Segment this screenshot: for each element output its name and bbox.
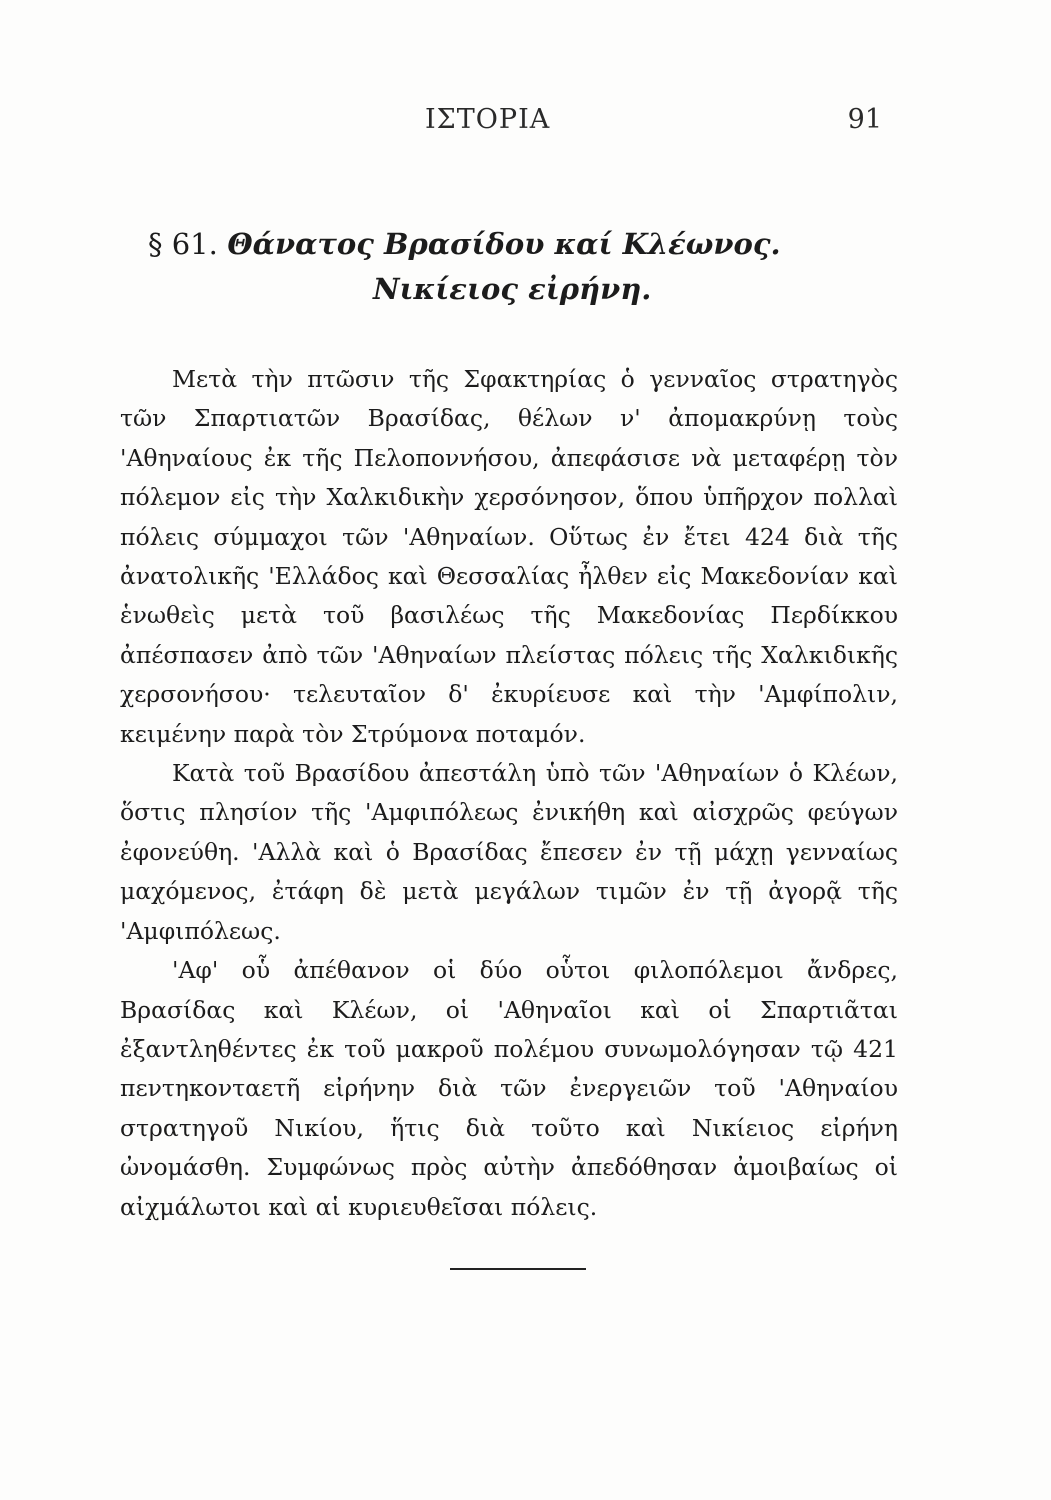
- section-title-line2: Νικίειος εἰρήνη.: [373, 272, 652, 306]
- section-title-line1: Θάνατος Βρασίδου καί Κλέωνος.: [227, 227, 781, 261]
- running-title: ΙΣΤΟΡΙΑ: [425, 104, 551, 135]
- paragraph: 'Αφ' οὗ ἀπέθανον οἱ δύο οὗτοι φιλοπόλεμοι ἄνδρες, Βρασίδας καὶ Κλέων, οἱ 'Αθηναῖοι καὶ οἱ Σπαρτιᾶται ἐξαντληθέντες ἐκ τοῦ μακροῦ πολέμου συνωμολόγησαν τῷ 421 πεντηκονταετῆ εἰρήνην διὰ τῶν ἐνεργειῶν τοῦ 'Αθηναίου στρατηγοῦ Νικίου, ἥτις διὰ τοῦτο καὶ Νικίειος εἰρήνη ὠνομάσθη. Συμφώνως πρὸς αὐτὴν ἀπεδόθησαν ἀμοιβαίως οἱ αἰχμάλωτοι καὶ αἱ κυριευθεῖσαι πόλεις.: [120, 956, 898, 1221]
- running-head: [120, 104, 892, 144]
- paragraph: Μετὰ τὴν πτῶσιν τῆς Σφακτηρίας ὁ γενναῖος στρατηγὸς τῶν Σπαρτιατῶν Βρασίδας, θέλων ν' ἀπομακρύνῃ τοὺς 'Αθηναίους ἐκ τῆς Πελοποννήσου, ἀπεφάσισε νὰ μεταφέρῃ τὸν πόλεμον εἰς τὴν Χαλκιδικὴν χερσόνησον, ὅπου ὑπῆρχον πολλαὶ πόλεις σύμμαχοι τῶν 'Αθηναίων. Οὕτως ἐν ἔτει 424 διὰ τῆς ἀνατολικῆς 'Ελλάδος καὶ Θεσσαλίας ἦλθεν εἰς Μακεδονίαν καὶ ἑνωθεὶς μετὰ τοῦ βασιλέως τῆς Μακεδονίας Περδίκκου ἀπέσπασεν ἀπὸ τῶν 'Αθηναίων πλείστας πόλεις τῆς Χαλκιδικῆς χερσονήσου· τελευταῖον δ' ἐκυρίευσε καὶ τὴν 'Αμφίπολιν, κειμένην παρὰ τὸν Στρύμονα ποταμόν.: [120, 365, 898, 748]
- body-text: [120, 360, 898, 1227]
- section-heading: [148, 222, 908, 311]
- paragraph: Κατὰ τοῦ Βρασίδου ἀπεστάλη ὑπὸ τῶν 'Αθηναίων ὁ Κλέων, ὅστις πλησίον τῆς 'Αμφιπόλεως ἐνικήθη καὶ αἰσχρῶς φεύγων ἐφονεύθη. 'Αλλὰ καὶ ὁ Βρασίδας ἔπεσεν ἐν τῇ μάχῃ γενναίως μαχόμενος, ἐτάφη δὲ μετὰ μεγάλων τιμῶν ἐν τῇ ἀγορᾷ τῆς 'Αμφιπόλεως.: [120, 759, 898, 945]
- closing-rule: [450, 1268, 586, 1270]
- section-number: § 61.: [148, 227, 218, 261]
- page-number: 91: [847, 104, 882, 135]
